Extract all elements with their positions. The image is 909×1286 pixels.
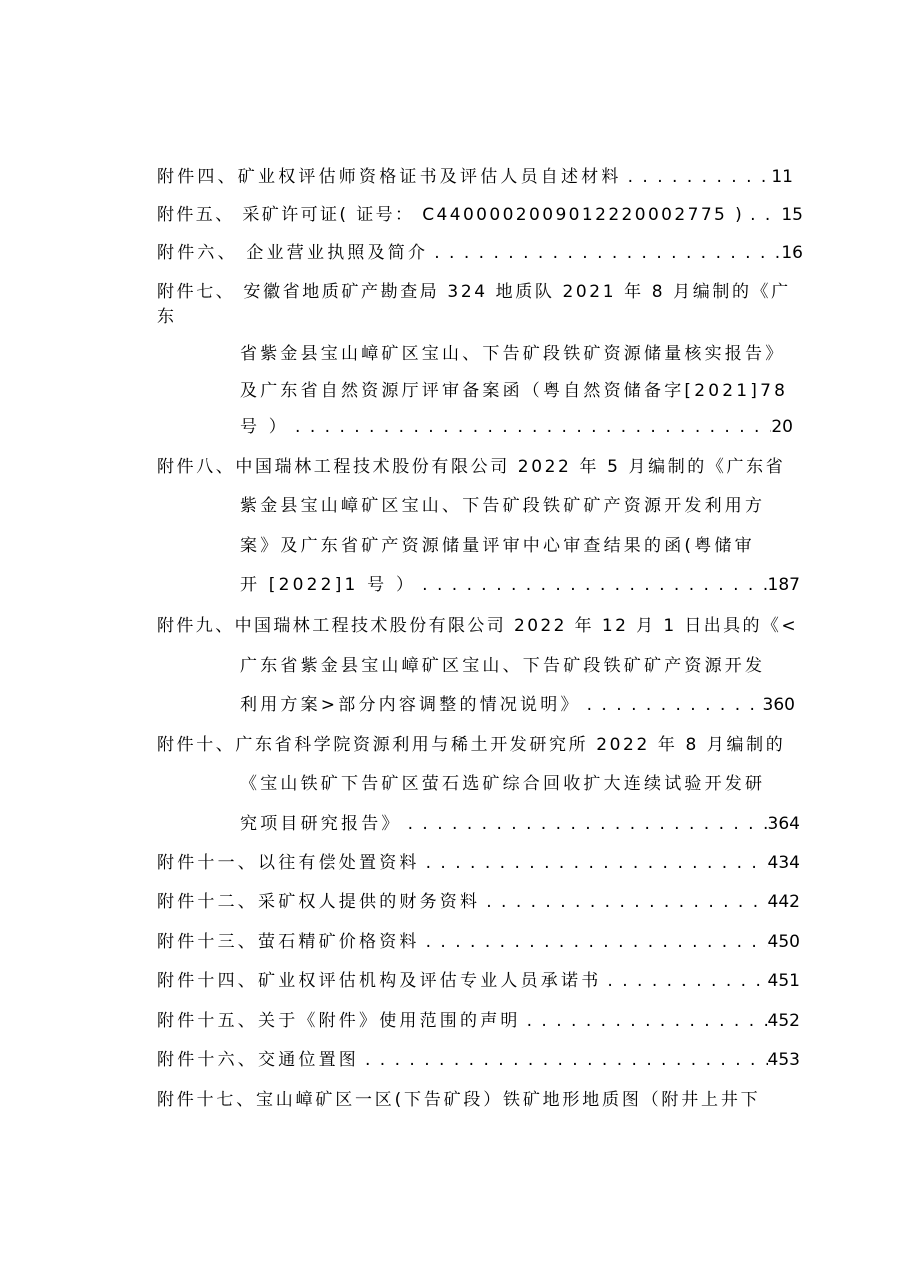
toc-entry-9-line-2: 广东省紫金县宝山嶂矿区宝山、下告矿段铁矿矿产资源开发	[240, 656, 766, 676]
dot-leader	[402, 811, 768, 837]
toc-entry-7-line-5	[240, 414, 793, 440]
toc-entry-8-line-2: 紫金县宝山嶂矿区宝山、下告矿段铁矿矿产资源开发利用方	[240, 496, 766, 516]
toc-page-number: 452	[767, 1011, 800, 1031]
toc-entry-10-line-2: 《宝山铁矿下告矿区萤石选矿综合回收扩大连续试验开发研	[240, 774, 766, 794]
dot-leader	[581, 692, 763, 718]
toc-entry-10-line-1[interactable]: 附件十、广东省科学院资源利用与稀土开发研究所 2022 年 8 月编制的	[157, 735, 786, 755]
toc-page-number: 360	[762, 695, 795, 715]
toc-entry-7-line-4: 及广东省自然资源厅评审备案函（粤自然资储备字[2021]78	[240, 381, 789, 401]
dot-leader	[420, 850, 768, 876]
toc-page-number: 442	[767, 892, 800, 912]
toc-entry-11[interactable]	[157, 850, 800, 876]
dot-leader	[622, 164, 772, 190]
toc-entry-10-line-3	[240, 811, 800, 837]
toc-page-number: 450	[767, 932, 800, 952]
toc-entry-8-line-1[interactable]: 附件八、中国瑞林工程技术股份有限公司 2022 年 5 月编制的《广东省	[157, 457, 786, 477]
toc-entry-label: 号 ）	[240, 417, 290, 437]
dot-leader	[601, 968, 767, 994]
toc-entry-label: 附件十四、矿业权评估机构及评估专业人员承诺书	[157, 971, 602, 991]
toc-page-number: 11	[771, 167, 793, 187]
toc-entry-14[interactable]	[157, 968, 800, 994]
toc-entry-8-line-3: 案》及广东省矿产资源储量评审中心审查结果的函(粤储审	[240, 536, 755, 556]
dot-leader	[428, 240, 781, 266]
toc-entry-13[interactable]	[157, 929, 800, 955]
toc-entry-12[interactable]	[157, 889, 800, 915]
toc-page-number: 16	[781, 243, 803, 263]
dot-leader	[420, 929, 768, 955]
toc-entry-label: 附件十六、交通位置图	[157, 1050, 359, 1070]
toc-entry-label: 附件四、矿业权评估师资格证书及评估人员自述材料	[157, 167, 622, 187]
toc-page-number: 453	[767, 1050, 800, 1070]
toc-entry-label: 附件六、 企业营业执照及简介	[157, 243, 429, 263]
toc-page-number: 434	[767, 853, 800, 873]
toc-entry-label: 附件五、 采矿许可证( 证号： C4400002009012220002775 )	[157, 205, 745, 225]
toc-entry-label: 附件十一、以往有偿处置资料	[157, 853, 420, 873]
dot-leader	[289, 414, 771, 440]
toc-entry-6[interactable]	[157, 240, 803, 266]
toc-entry-16[interactable]	[157, 1047, 800, 1073]
toc-entry-7-line-3: 省紫金县宝山嶂矿区宝山、下告矿段铁矿资源储量核实报告》	[240, 344, 786, 364]
toc-page-number: 15	[781, 205, 803, 225]
toc-entry-5[interactable]	[157, 202, 803, 228]
toc-entry-label: 附件十三、萤石精矿价格资料	[157, 932, 420, 952]
toc-entry-label: 利用方案>部分内容调整的情况说明》	[240, 695, 581, 715]
toc-entry-9-line-1[interactable]: 附件九、中国瑞林工程技术股份有限公司 2022 年 12 月 1 日出具的《<	[157, 616, 798, 636]
toc-entry-label: 开 [2022]1 号 ）	[240, 575, 417, 595]
dot-leader	[416, 572, 767, 598]
toc-page-number: 187	[767, 575, 800, 595]
toc-entry-4[interactable]	[157, 164, 793, 190]
toc-entry-15[interactable]	[157, 1008, 800, 1034]
toc-entry-7-line-2: 东	[157, 307, 178, 327]
dot-leader	[521, 1008, 768, 1034]
toc-page-number: 20	[771, 417, 793, 437]
toc-entry-9-line-3	[240, 692, 795, 718]
toc-page-number: 451	[767, 971, 800, 991]
toc-entry-label: 附件十五、关于《附件》使用范围的声明	[157, 1011, 521, 1031]
toc-page-number: 364	[767, 814, 800, 834]
dot-leader	[744, 202, 781, 228]
toc-entry-label: 附件十二、采矿权人提供的财务资料	[157, 892, 481, 912]
toc-entry-label: 究项目研究报告》	[240, 814, 402, 834]
toc-entry-17-line-1[interactable]: 附件十七、宝山嶂矿区一区(下告矿段）铁矿地形地质图（附井上井下	[157, 1090, 761, 1110]
toc-entry-8-line-4	[240, 572, 800, 598]
toc-entry-7-line-1[interactable]: 附件七、 安徽省地质矿产勘查局 324 地质队 2021 年 8 月编制的《广	[157, 282, 791, 302]
dot-leader	[359, 1047, 768, 1073]
dot-leader	[480, 889, 767, 915]
